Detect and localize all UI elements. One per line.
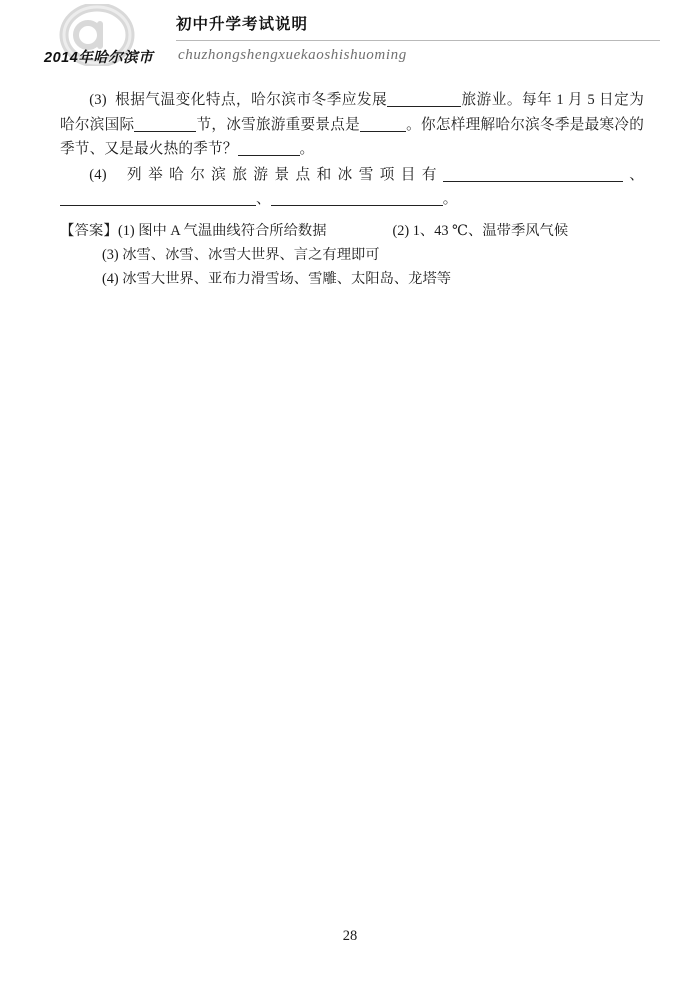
header-pinyin: chuzhongshengxuekaoshishuoming (178, 47, 407, 63)
answer-row (60, 219, 644, 243)
question-4 (60, 163, 644, 212)
answer-row (60, 243, 644, 267)
question-4-sep-2: 、 (256, 191, 271, 207)
answer-3-left: (3) 冰雪、冰雪、冰雪大世界、言之有理即可 (102, 246, 380, 263)
answer-1-left: (1) 图中 A 气温曲线符合所给数据 (118, 222, 327, 239)
page-content (60, 88, 644, 291)
answer-blank[interactable] (134, 118, 196, 132)
question-4-text-1: 列举哈尔滨旅游景点和冰雪项目有 (127, 166, 443, 183)
question-3-number: (3) (89, 92, 107, 108)
answer-blank[interactable] (60, 192, 256, 206)
question-3-text-6: 是最火热的季节？ (119, 141, 238, 157)
question-4-number: (4) (89, 166, 107, 183)
page-header (0, 0, 700, 84)
page-number: 28 (342, 928, 358, 944)
header-brand: 2014年哈尔滨市 (44, 50, 154, 66)
answer-blank[interactable] (387, 93, 461, 107)
answer-blank[interactable] (443, 168, 623, 182)
answers-label: 【答案】 (60, 222, 118, 239)
question-3-text-7: 。 (299, 141, 315, 157)
question-3-text-1: 根据气温变化特点，哈尔滨市冬季应发展 (115, 92, 388, 108)
answers-block (60, 219, 644, 291)
answer-row (60, 267, 644, 291)
answer-blank[interactable] (271, 192, 443, 206)
question-3-text-3: 滨国际 (89, 116, 135, 133)
answer-blank[interactable] (360, 118, 406, 132)
question-4-sep-1: 、 (622, 166, 644, 183)
question-3-text-5: 。你怎样理解哈尔滨冬季是最寒冷的季节、又 (60, 116, 644, 157)
answer-4-left: (4) 冰雪大世界、亚布力滑雪场、雪雕、太阳岛、龙塔等 (102, 270, 452, 287)
header-divider (176, 40, 660, 41)
answer-2-right: (2) 1、43 ℃、温带季风气候 (392, 222, 569, 239)
question-3 (60, 88, 644, 162)
question-3-text-2: 旅游业。每年 1 月 5 日定为哈尔 (60, 92, 645, 133)
answer-blank[interactable] (238, 142, 300, 156)
page-title: 初中升学考试说明 (176, 16, 309, 33)
question-4-end: 。 (442, 191, 458, 207)
question-3-text-4: 节，冰雪旅游重要景点是 (196, 116, 361, 133)
